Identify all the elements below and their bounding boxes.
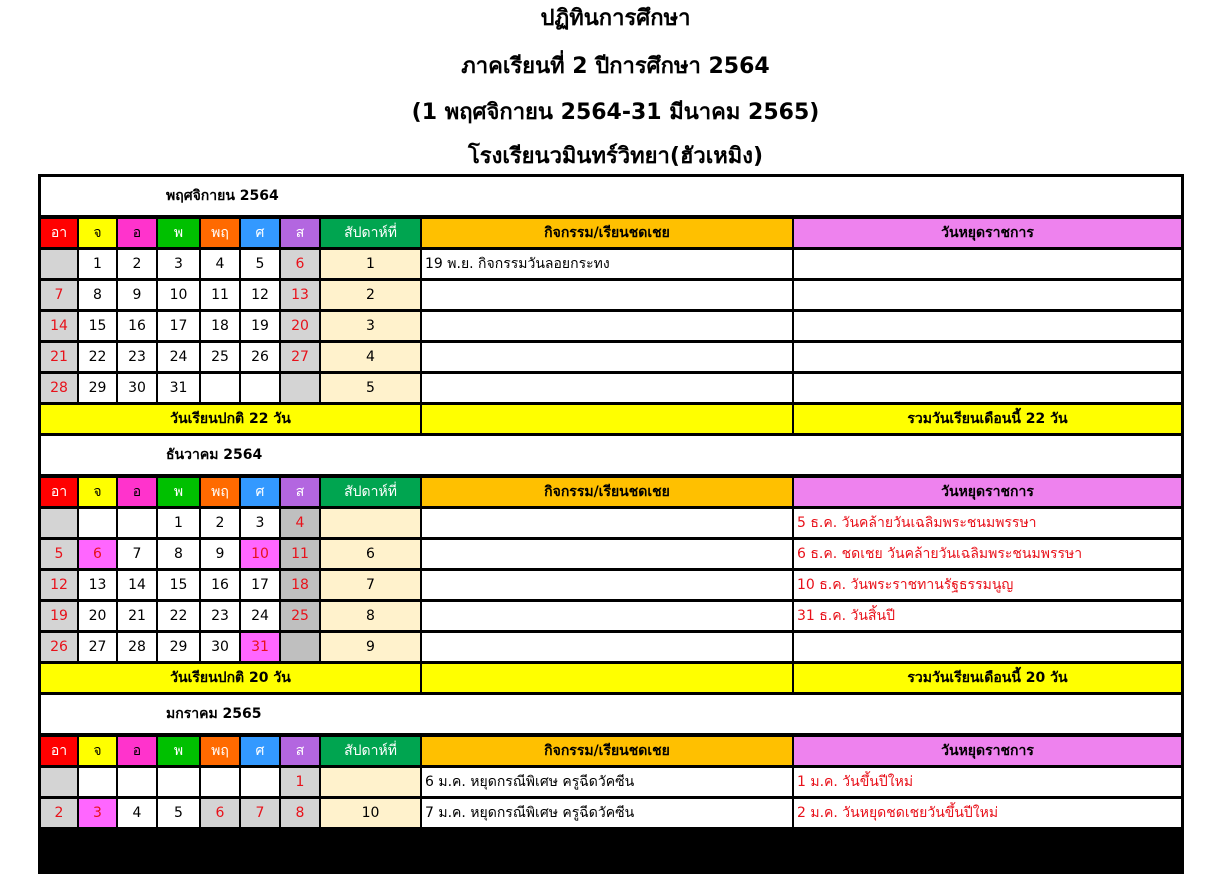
week-number: 3	[321, 312, 420, 340]
header-day-thu: พฤ	[201, 478, 239, 506]
day-cell-tue: 28	[118, 633, 156, 661]
day-cell-mon: 15	[79, 312, 116, 340]
week-row	[41, 571, 1181, 600]
header-day-mon: จ	[79, 219, 116, 247]
summary-row	[41, 664, 1181, 693]
header-holiday: วันหยุดราชการ	[794, 219, 1181, 247]
day-cell-thu: 9	[201, 540, 239, 568]
day-cell-thu: 25	[201, 343, 239, 371]
activity-cell	[422, 281, 792, 309]
week-row	[41, 250, 1181, 279]
day-cell-wed: 15	[158, 571, 199, 599]
day-cell-thu: 11	[201, 281, 239, 309]
week-row	[41, 540, 1181, 569]
day-cell-thu: 23	[201, 602, 239, 630]
day-cell-mon: 3	[79, 799, 116, 827]
month-row	[41, 436, 1181, 465]
header-day-wed: พ	[158, 737, 199, 765]
day-cell-fri: 19	[241, 312, 279, 340]
week-number: 7	[321, 571, 420, 599]
table-header-row	[41, 478, 1181, 507]
day-cell-sun	[41, 250, 77, 278]
week-number: 9	[321, 633, 420, 661]
summary-spacer	[422, 664, 792, 692]
header-day-fri: ศ	[241, 219, 279, 247]
header-day-mon: จ	[79, 737, 116, 765]
header-day-sat: ส	[281, 219, 319, 247]
header-day-wed: พ	[158, 219, 199, 247]
day-cell-fri: 24	[241, 602, 279, 630]
day-cell-sun	[41, 509, 77, 537]
week-number: 6	[321, 540, 420, 568]
activity-cell: 6 ม.ค. หยุดกรณีพิเศษ ครูฉีดวัคซีน	[422, 768, 792, 796]
day-cell-tue	[118, 509, 156, 537]
day-cell-sun: 19	[41, 602, 77, 630]
week-row	[41, 768, 1181, 797]
day-cell-mon	[79, 768, 116, 796]
day-cell-thu: 4	[201, 250, 239, 278]
header-week: สัปดาห์ที่	[321, 737, 420, 765]
week-number	[321, 509, 420, 537]
day-cell-mon: 29	[79, 374, 116, 402]
summary-spacer	[422, 405, 792, 433]
day-cell-sat: 1	[281, 768, 319, 796]
activity-cell	[422, 602, 792, 630]
day-cell-sat: 13	[281, 281, 319, 309]
week-number: 5	[321, 374, 420, 402]
week-number: 4	[321, 343, 420, 371]
day-cell-sun: 26	[41, 633, 77, 661]
day-cell-thu: 6	[201, 799, 239, 827]
header-day-wed: พ	[158, 478, 199, 506]
header-day-tue: อ	[118, 478, 156, 506]
week-number: 10	[321, 799, 420, 827]
day-cell-sun	[41, 768, 77, 796]
day-cell-fri: 17	[241, 571, 279, 599]
holiday-cell: 5 ธ.ค. วันคล้ายวันเฉลิมพระชนมพรรษา	[794, 509, 1181, 537]
day-cell-sat: 25	[281, 602, 319, 630]
day-cell-sun: 7	[41, 281, 77, 309]
day-cell-fri: 3	[241, 509, 279, 537]
activity-cell	[422, 540, 792, 568]
activity-cell	[422, 312, 792, 340]
day-cell-sun: 21	[41, 343, 77, 371]
day-cell-sat	[281, 633, 319, 661]
day-cell-sun: 28	[41, 374, 77, 402]
header-holiday: วันหยุดราชการ	[794, 737, 1181, 765]
header-week: สัปดาห์ที่	[321, 219, 420, 247]
month-title: ธันวาคม 2564	[41, 436, 1181, 474]
day-cell-fri: 10	[241, 540, 279, 568]
header-day-tue: อ	[118, 219, 156, 247]
holiday-cell: 1 ม.ค. วันขึ้นปีใหม่	[794, 768, 1181, 796]
day-cell-tue: 4	[118, 799, 156, 827]
day-cell-sat: 27	[281, 343, 319, 371]
month-row	[41, 695, 1181, 724]
day-cell-tue: 9	[118, 281, 156, 309]
week-row	[41, 312, 1181, 341]
week-number: 2	[321, 281, 420, 309]
day-cell-sun: 14	[41, 312, 77, 340]
page-title: ปฏิทินการศึกษา	[540, 6, 691, 31]
day-cell-sat: 6	[281, 250, 319, 278]
day-cell-sat: 20	[281, 312, 319, 340]
day-cell-mon	[79, 509, 116, 537]
day-cell-tue: 21	[118, 602, 156, 630]
activity-cell	[422, 343, 792, 371]
day-cell-sat: 18	[281, 571, 319, 599]
week-row	[41, 374, 1181, 403]
header-day-sat: ส	[281, 737, 319, 765]
day-cell-wed: 8	[158, 540, 199, 568]
day-cell-mon: 13	[79, 571, 116, 599]
month-days-total: รวมวันเรียนเดือนนี้ 22 วัน	[794, 405, 1181, 433]
day-cell-sat: 11	[281, 540, 319, 568]
day-cell-wed: 10	[158, 281, 199, 309]
holiday-cell: 6 ธ.ค. ชดเชย วันคล้ายวันเฉลิมพระชนมพรรษา	[794, 540, 1181, 568]
day-cell-thu: 2	[201, 509, 239, 537]
header-day-thu: พฤ	[201, 737, 239, 765]
holiday-cell: 10 ธ.ค. วันพระราชทานรัฐธรรมนูญ	[794, 571, 1181, 599]
day-cell-mon: 8	[79, 281, 116, 309]
day-cell-mon: 1	[79, 250, 116, 278]
header-day-thu: พฤ	[201, 219, 239, 247]
day-cell-tue: 30	[118, 374, 156, 402]
day-cell-fri	[241, 374, 279, 402]
school-name: โรงเรียนวมินทร์วิทยา(ฮัวเหมิง)	[467, 144, 764, 169]
day-cell-thu: 30	[201, 633, 239, 661]
day-cell-tue: 2	[118, 250, 156, 278]
week-row	[41, 799, 1181, 828]
header-day-fri: ศ	[241, 737, 279, 765]
day-cell-wed: 31	[158, 374, 199, 402]
day-cell-wed: 17	[158, 312, 199, 340]
week-number: 8	[321, 602, 420, 630]
table-header-row	[41, 219, 1181, 248]
day-cell-sun: 2	[41, 799, 77, 827]
day-cell-sat	[281, 374, 319, 402]
activity-cell	[422, 571, 792, 599]
header-holiday: วันหยุดราชการ	[794, 478, 1181, 506]
week-number: 1	[321, 250, 420, 278]
day-cell-tue: 23	[118, 343, 156, 371]
holiday-cell	[794, 633, 1181, 661]
day-cell-thu: 16	[201, 571, 239, 599]
activity-cell: 19 พ.ย. กิจกรรมวันลอยกระทง	[422, 250, 792, 278]
holiday-cell: 31 ธ.ค. วันสิ้นปี	[794, 602, 1181, 630]
day-cell-mon: 22	[79, 343, 116, 371]
activity-cell	[422, 374, 792, 402]
day-cell-thu: 18	[201, 312, 239, 340]
day-cell-sat: 4	[281, 509, 319, 537]
day-cell-tue: 16	[118, 312, 156, 340]
semester-title: ภาคเรียนที่ 2 ปีการศึกษา 2564	[461, 54, 770, 79]
school-days-total: วันเรียนปกติ 20 วัน	[41, 664, 420, 692]
month-row	[41, 177, 1181, 206]
week-number	[321, 768, 420, 796]
day-cell-mon: 27	[79, 633, 116, 661]
activity-cell	[422, 633, 792, 661]
month-title: พฤศจิกายน 2564	[41, 177, 1181, 215]
day-cell-mon: 6	[79, 540, 116, 568]
day-cell-wed: 1	[158, 509, 199, 537]
header-day-sun: อา	[41, 478, 77, 506]
day-cell-fri: 5	[241, 250, 279, 278]
holiday-cell	[794, 281, 1181, 309]
school-days-total: วันเรียนปกติ 22 วัน	[41, 405, 420, 433]
day-cell-wed: 29	[158, 633, 199, 661]
day-cell-thu	[201, 374, 239, 402]
month-title: มกราคม 2565	[41, 695, 1181, 733]
summary-row	[41, 405, 1181, 434]
day-cell-wed: 3	[158, 250, 199, 278]
header-week: สัปดาห์ที่	[321, 478, 420, 506]
header-day-sat: ส	[281, 478, 319, 506]
day-cell-fri: 31	[241, 633, 279, 661]
header-activity: กิจกรรม/เรียนชดเชย	[422, 737, 792, 765]
day-cell-fri	[241, 768, 279, 796]
day-cell-sun: 5	[41, 540, 77, 568]
week-row	[41, 633, 1181, 662]
day-cell-thu	[201, 768, 239, 796]
day-cell-mon: 20	[79, 602, 116, 630]
header-day-fri: ศ	[241, 478, 279, 506]
header-day-tue: อ	[118, 737, 156, 765]
day-cell-fri: 7	[241, 799, 279, 827]
header-day-mon: จ	[79, 478, 116, 506]
header-day-sun: อา	[41, 219, 77, 247]
date-range-title: (1 พฤศจิกายน 2564-31 มีนาคม 2565)	[411, 100, 820, 125]
week-row	[41, 343, 1181, 372]
header-day-sun: อา	[41, 737, 77, 765]
day-cell-sun: 12	[41, 571, 77, 599]
day-cell-tue: 7	[118, 540, 156, 568]
holiday-cell	[794, 312, 1181, 340]
holiday-cell	[794, 374, 1181, 402]
header-activity: กิจกรรม/เรียนชดเชย	[422, 219, 792, 247]
day-cell-fri: 26	[241, 343, 279, 371]
week-row	[41, 509, 1181, 538]
day-cell-tue	[118, 768, 156, 796]
header-activity: กิจกรรม/เรียนชดเชย	[422, 478, 792, 506]
week-row	[41, 281, 1181, 310]
table-header-row	[41, 737, 1181, 766]
day-cell-wed: 24	[158, 343, 199, 371]
day-cell-fri: 12	[241, 281, 279, 309]
activity-cell: 7 ม.ค. หยุดกรณีพิเศษ ครูฉีดวัคซีน	[422, 799, 792, 827]
holiday-cell: 2 ม.ค. วันหยุดชดเชยวันขึ้นปีใหม่	[794, 799, 1181, 827]
activity-cell	[422, 509, 792, 537]
week-row	[41, 602, 1181, 631]
day-cell-sat: 8	[281, 799, 319, 827]
day-cell-wed	[158, 768, 199, 796]
day-cell-wed: 5	[158, 799, 199, 827]
calendar-table	[38, 174, 1184, 874]
holiday-cell	[794, 343, 1181, 371]
day-cell-wed: 22	[158, 602, 199, 630]
holiday-cell	[794, 250, 1181, 278]
day-cell-tue: 14	[118, 571, 156, 599]
month-days-total: รวมวันเรียนเดือนนี้ 20 วัน	[794, 664, 1181, 692]
